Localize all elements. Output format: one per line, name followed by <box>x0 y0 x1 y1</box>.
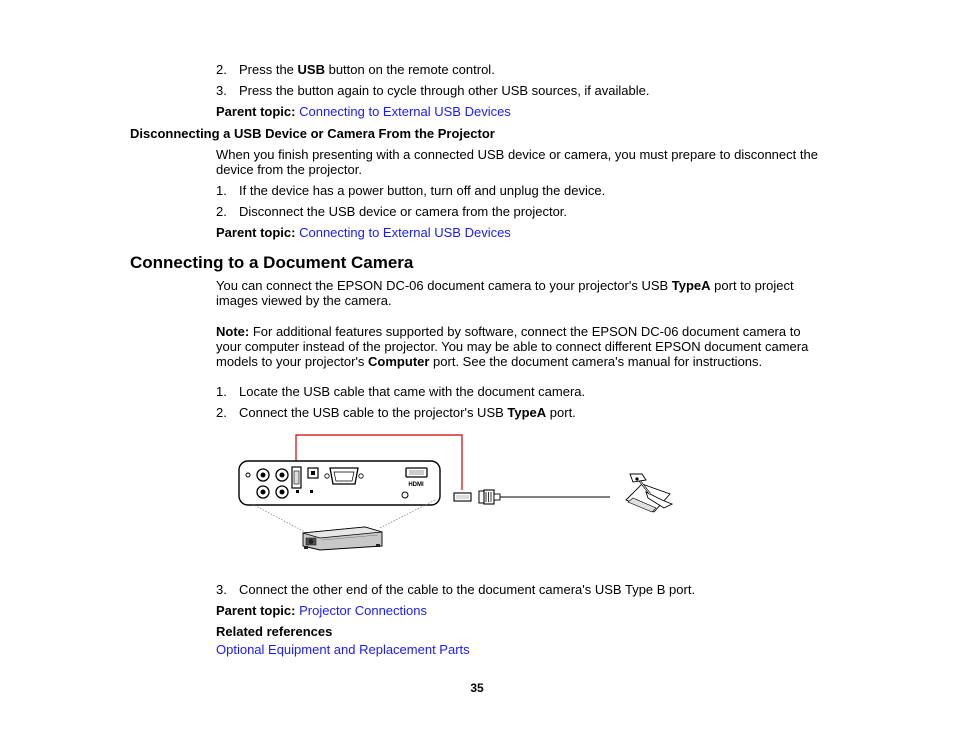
section-heading-disconnect: Disconnecting a USB Device or Camera From the Projector <box>130 126 495 141</box>
note-block: Note: For additional features supported by software, connect the EPSON DC-06 document camera to your computer instead of the projector. You may be able to connect different EPSON document camera models to your projector's Computer port. See the document camera's manual for instructions. <box>216 324 809 369</box>
parent-topic-link[interactable]: Projector Connections <box>299 603 427 618</box>
parent-topic-label: Parent topic: <box>216 603 296 618</box>
document-camera-icon <box>626 474 672 512</box>
related-references-heading: Related references <box>216 624 333 639</box>
step-number: 2. <box>216 204 227 219</box>
usb-cable-icon <box>454 490 610 504</box>
related-reference-link[interactable]: Optional Equipment and Replacement Parts <box>216 642 470 657</box>
step-number: 1. <box>216 183 227 198</box>
page-number: 35 <box>470 681 484 695</box>
hdmi-label: HDMI <box>408 482 424 488</box>
step-number: 1. <box>216 384 227 399</box>
parent-topic <box>216 603 427 618</box>
computer-vga-port-icon <box>330 468 358 484</box>
parent-topic-label: Parent topic: <box>216 225 296 240</box>
step-text: Press the button again to cycle through other USB sources, if available. <box>239 83 650 98</box>
usb-connection-illustration <box>230 430 680 555</box>
step-text: Locate the USB cable that came with the document camera. <box>239 384 586 399</box>
step-text: Connect the USB cable to the projector's USB TypeA port. <box>239 405 576 420</box>
parent-topic <box>216 104 511 119</box>
step-text: If the device has a power button, turn off and unplug the device. <box>239 183 606 198</box>
step-number: 3. <box>216 582 227 597</box>
step-text: Disconnect the USB device or camera from the projector. <box>239 204 568 219</box>
section-heading-document-camera: Connecting to a Document Camera <box>130 253 414 272</box>
step-number: 2. <box>216 405 227 420</box>
parent-topic-link[interactable]: Connecting to External USB Devices <box>299 225 511 240</box>
projector-icon <box>303 527 382 550</box>
step-number: 2. <box>216 62 227 77</box>
parent-topic-label: Parent topic: <box>216 104 296 119</box>
step-text: Connect the other end of the cable to the document camera's USB Type B port. <box>239 582 696 597</box>
disconnect-intro: When you finish presenting with a connected USB device or camera, you must prepare to disconnect the device from the projector. <box>216 147 818 177</box>
parent-topic-link[interactable]: Connecting to External USB Devices <box>299 104 511 119</box>
document-camera-intro: You can connect the EPSON DC-06 document camera to your projector's USB TypeA port to project images viewed by the camera. <box>216 278 794 308</box>
step-number: 3. <box>216 83 227 98</box>
parent-topic <box>216 225 511 240</box>
step-text: Press the USB button on the remote control. <box>239 62 495 77</box>
